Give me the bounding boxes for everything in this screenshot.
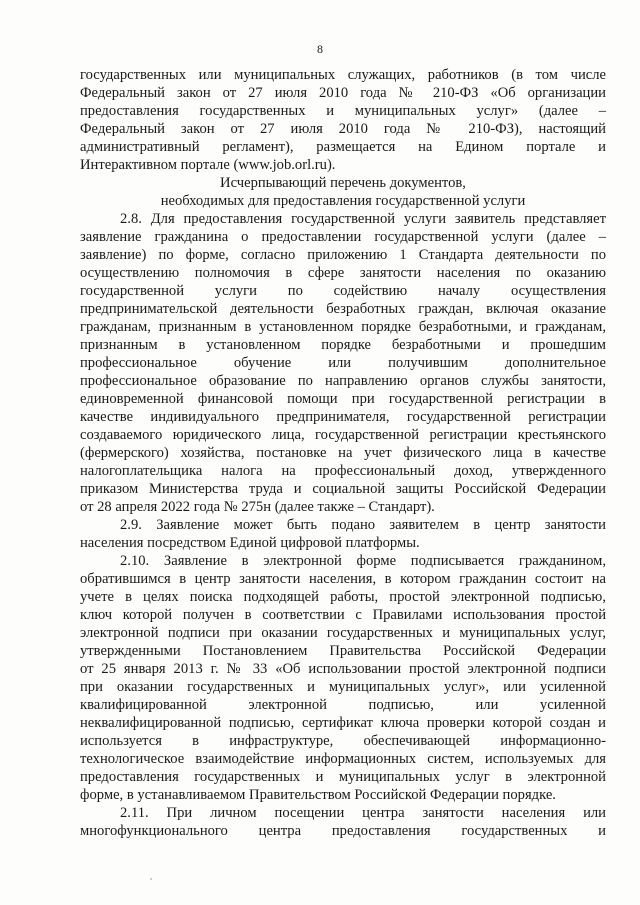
text-line: неквалифицированной подписью, сертификат ключа проверки которой создан и <box>80 715 606 731</box>
text-line: государственных или муниципальных служащих, работников (в том числе <box>80 67 606 83</box>
text-line: технологическое взаимодействие информационных систем, используемых для <box>80 751 606 767</box>
text-line: предпринимательской деятельности безработных граждан, включая оказание <box>80 301 606 317</box>
text-line: предоставления государственных и муниципальных услуг в электронной <box>80 769 606 785</box>
text-line: форме, в устанавливаемом Правительством Российской Федерации порядке. <box>80 787 556 803</box>
paragraph-2-9 <box>80 516 606 552</box>
paragraph-2-10 <box>80 552 606 804</box>
section-heading <box>80 174 606 210</box>
text-line: 2.9. Заявление может быть подано заявителем в центр занятости <box>120 517 606 533</box>
document-body <box>80 66 606 840</box>
text-line: качестве индивидуального предпринимателя, государственной регистрации <box>80 409 606 425</box>
text-line: используется в инфраструктуре, обеспечивающей информационно- <box>80 733 606 749</box>
text-line: предоставления государственных и муниципальных услуг» (далее – <box>80 103 606 119</box>
text-line: гражданам, признанным в установленном порядке безработными, и гражданам, <box>80 319 606 335</box>
text-line: от 28 апреля 2022 года № 275н (далее также – Стандарт). <box>80 499 435 515</box>
text-line: 2.11. При личном посещении центра занятости населения или <box>120 805 606 821</box>
paragraph-2-11 <box>80 804 606 840</box>
text-line: признанным в установленном порядке безработными и прошедшим <box>80 337 606 353</box>
paragraph-2-8 <box>80 210 606 516</box>
text-line: единовременной финансовой помощи при государственной регистрации в <box>80 391 606 407</box>
text-line: осуществлению полномочия в сфере занятости населения по оказанию <box>80 265 606 281</box>
text-line: заявление) по форме, согласно приложению 1 Стандарта деятельности по <box>80 247 606 263</box>
text-line: при оказании государственных и муниципальных услуг», или усиленной <box>80 679 606 695</box>
text-line: ключ которой получен в соответствии с Правилами использования простой <box>80 607 606 623</box>
text-line: утвержденными Постановлением Правительства Российской Федерации <box>80 643 606 659</box>
text-line: административный регламент), размещается на Едином портале и <box>80 139 606 155</box>
text-line: (фермерского) хозяйства, постановке на учет физического лица в качестве <box>80 445 606 461</box>
heading-line: Исчерпывающий перечень документов, <box>220 175 466 191</box>
text-line: от 25 января 2013 г. № 33 «Об использовании простой электронной подписи <box>80 661 606 677</box>
heading-line: необходимых для предоставления государственной услуги <box>160 193 526 209</box>
text-line: Федеральный закон от 27 июля 2010 года № 210-ФЗ), настоящий <box>80 121 606 137</box>
text-line: 2.10. Заявление в электронной форме подписывается гражданином, <box>120 553 606 569</box>
paragraph-intro <box>80 66 606 174</box>
text-line: профессиональное образование по направлению органов службы занятости, <box>80 373 606 389</box>
text-line: населения посредством Единой цифровой платформы. <box>80 535 420 551</box>
text-line: электронной подписи при оказании государственных и муниципальных услуг, <box>80 625 606 641</box>
page-number: 8 <box>317 42 323 56</box>
text-line: учете в целях поиска подходящей работы, простой электронной подписью, <box>80 589 606 605</box>
text-line: профессиональное обучение или получившим дополнительное <box>80 355 606 371</box>
text-line: государственной услуги по содействию началу осуществления <box>80 283 606 299</box>
text-line: квалифицированной электронной подписью, или усиленной <box>80 697 606 713</box>
text-line: создаваемого юридического лица, государственной регистрации крестьянского <box>80 427 606 443</box>
text-line: многофункционального центра предоставления государственных и <box>80 823 606 839</box>
text-line: обратившимся в центр занятости населения, в котором гражданин состоит на <box>80 571 606 587</box>
text-line: налогоплательщика налога на профессиональный доход, утвержденного <box>80 463 606 479</box>
text-line: Федеральный закон от 27 июля 2010 года № 210-ФЗ «Об организации <box>80 85 606 101</box>
text-line: 2.8. Для предоставления государственной услуги заявитель представляет <box>120 211 606 227</box>
scan-artifact <box>150 878 152 880</box>
text-line: приказом Министерства труда и социальной защиты Российской Федерации <box>80 481 606 497</box>
text-line: заявление гражданина о предоставлении государственной услуги (далее – <box>80 229 606 245</box>
text-line: Интерактивном портале (www.job.orl.ru). <box>80 157 336 173</box>
